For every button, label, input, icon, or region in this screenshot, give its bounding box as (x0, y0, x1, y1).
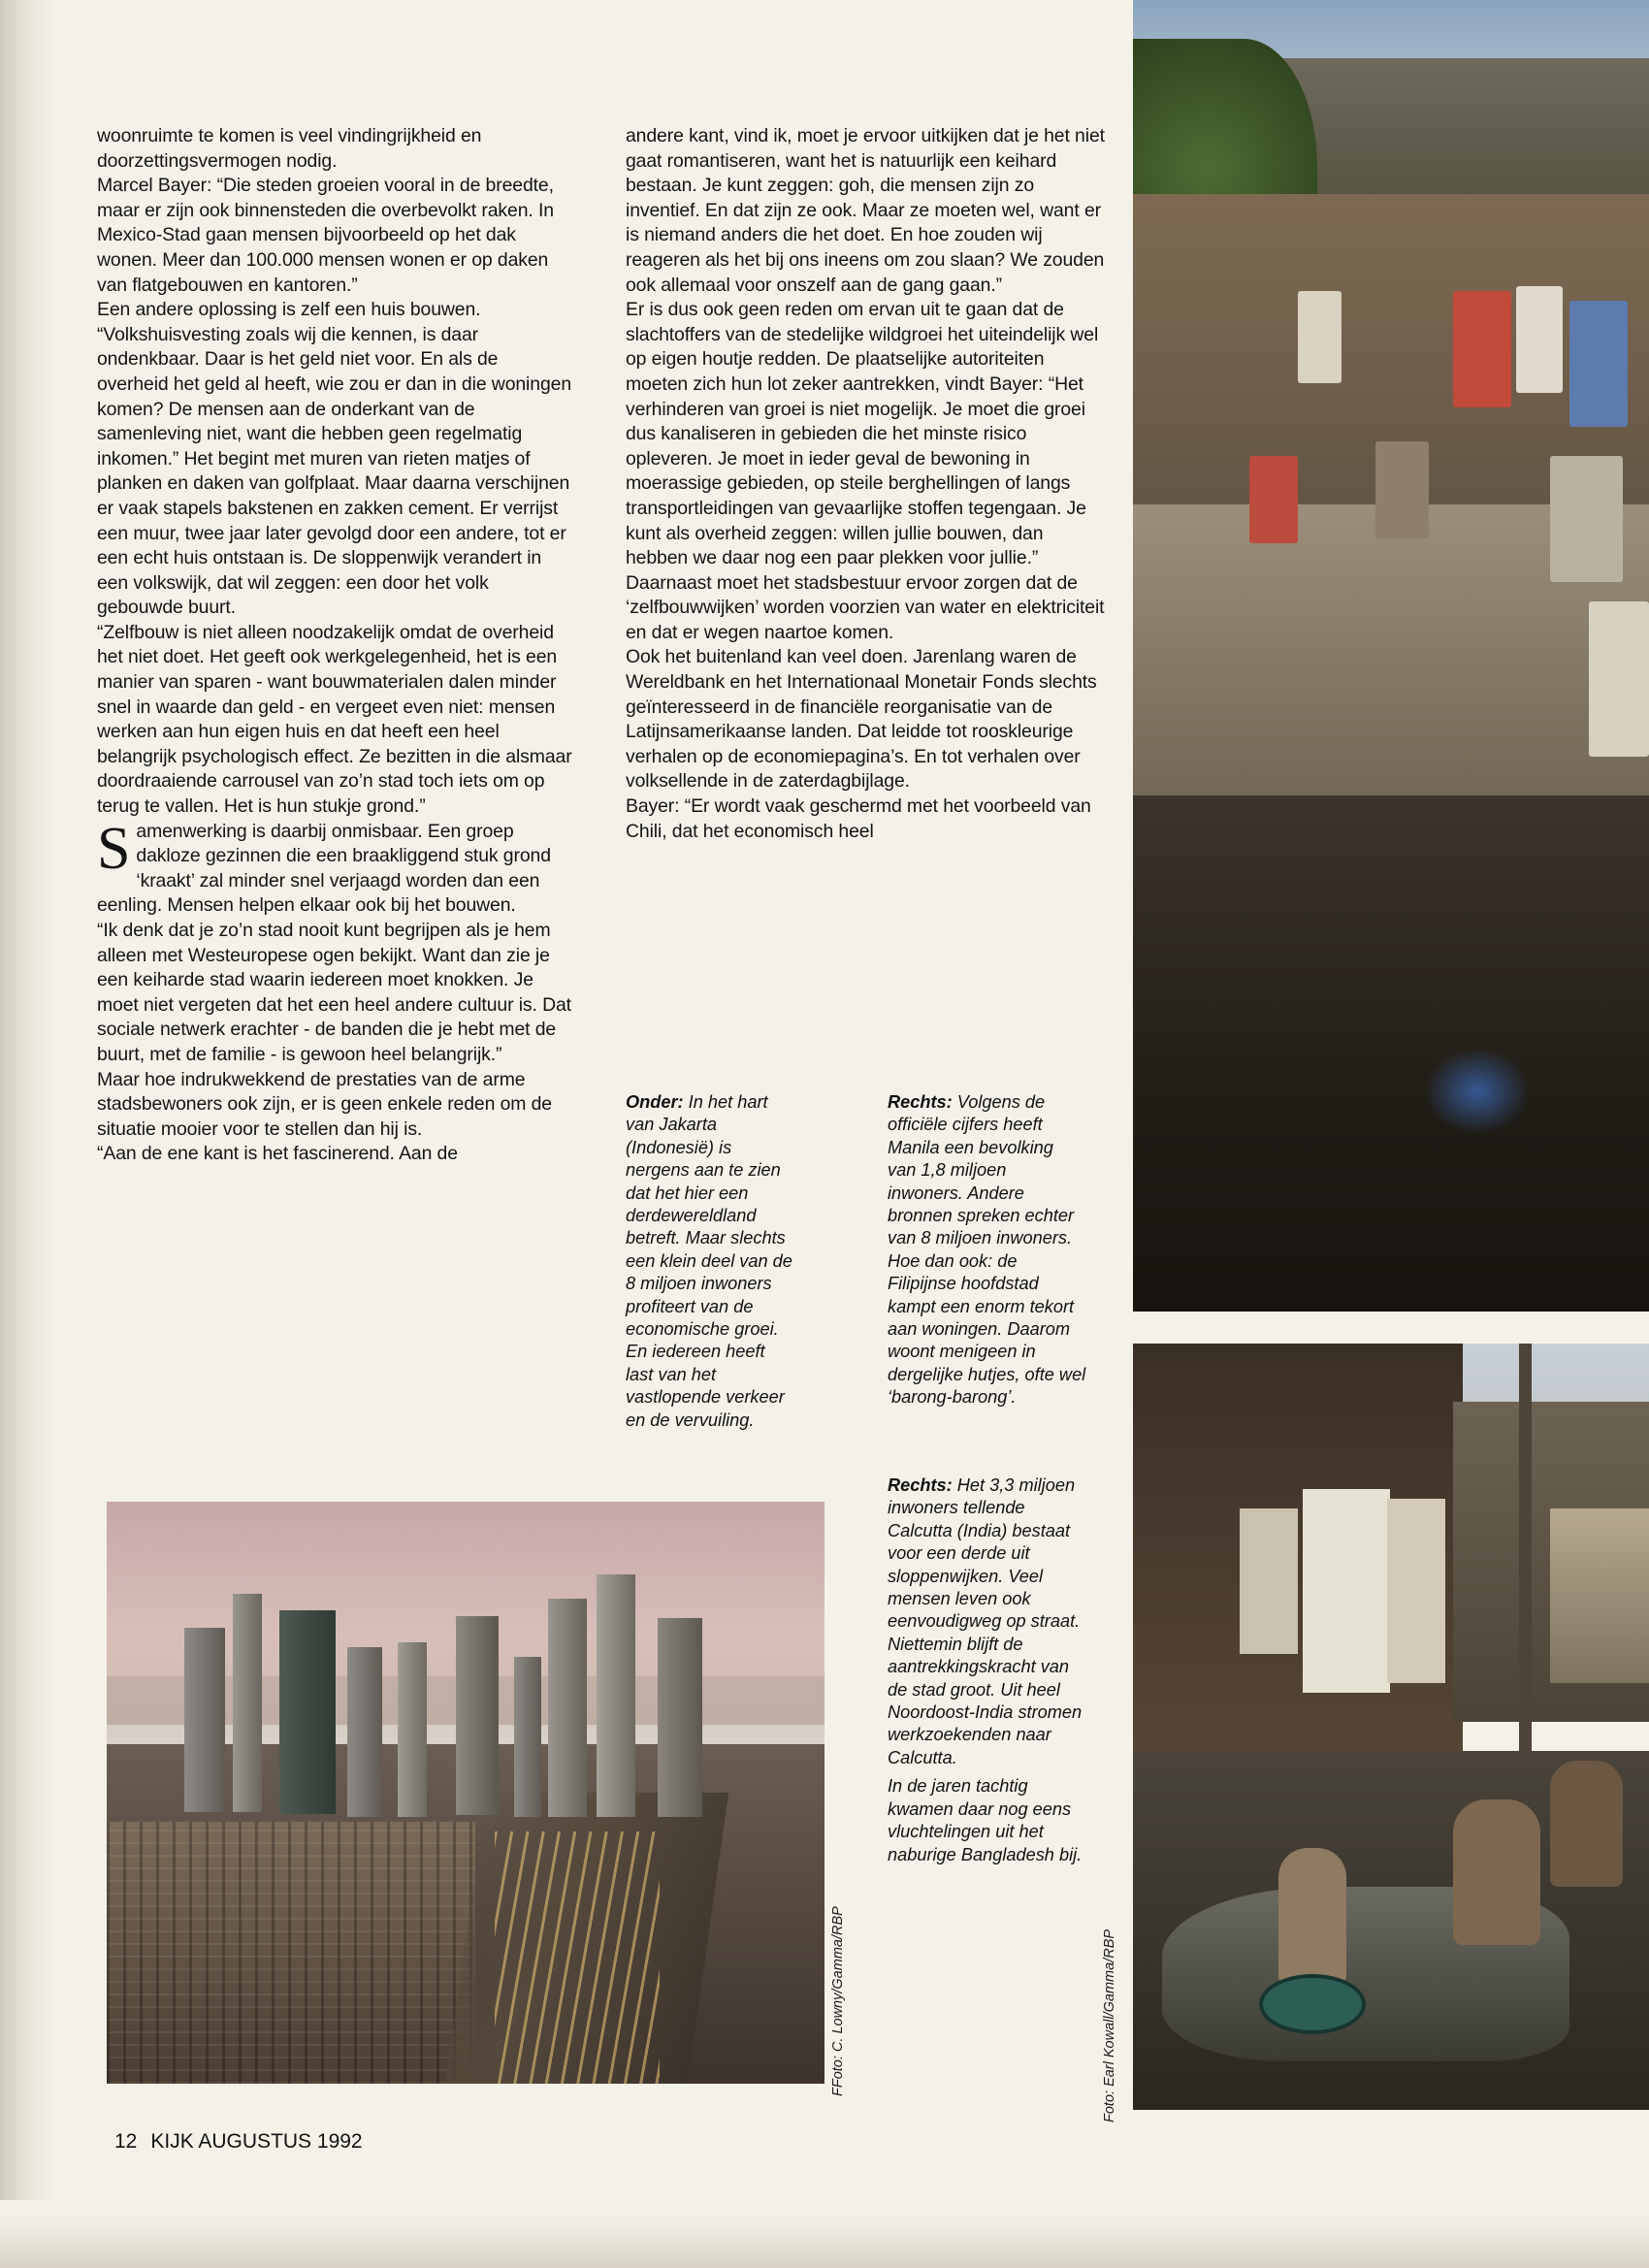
page-footer (114, 2130, 363, 2154)
photo-region-laundry (1516, 286, 1563, 393)
photo-region-tower (514, 1657, 541, 1817)
photo-region-person (1550, 1761, 1623, 1887)
caption-text-second: In de jaren tachtig kwamen daar nog eens vluchtelingen uit het naburige Bangladesh bij. (888, 1776, 1083, 1864)
photo-region-laundry (1303, 1489, 1390, 1693)
dropcap-paragraph-text: amenwerking is daarbij onmisbaar. Een groep dakloze gezinnen die een braakliggend stuk grond ‘kraakt’ zal minder snel verjaagd worden dan een eenling. Mensen helpen elkaar ook bij het bouwen. (97, 820, 551, 917)
drop-cap: S (97, 815, 131, 882)
photo-region-tower (347, 1647, 382, 1817)
photo-region-laundry (1569, 301, 1628, 427)
photo-region-background-street (1550, 1508, 1649, 1683)
paragraph: Marcel Bayer: “Die steden groeien vooral in de breedte, maar er zijn ook binnensteden die overbevolkt raken. In Mexico-Stad gaan mensen bijvoorbeeld op het dak wonen. Meer dan 100.000 mensen wonen er op daken van flatgebouwen en kantoren.” (97, 175, 554, 296)
caption-lead: Rechts: (888, 1092, 953, 1112)
caption-lead: Rechts: (888, 1475, 953, 1495)
photo-manila-slum (1133, 0, 1649, 1312)
photo-region-tower (398, 1642, 427, 1817)
photo-region-low-rise-roofs (107, 1822, 475, 2084)
photo-region-tower (184, 1628, 225, 1812)
paragraph: “Aan de ene kant is het fascinerend. Aan de (97, 1143, 458, 1165)
photo-region-basin (1259, 1974, 1366, 2034)
page-edge-bottom (0, 2200, 1649, 2268)
photo-region-person (1453, 1799, 1540, 1945)
photo-region-tower (456, 1616, 499, 1815)
page-number: 12 (114, 2130, 138, 2153)
photo-region-laundry (1249, 456, 1298, 543)
paragraph-with-dropcap (97, 815, 574, 919)
photo-region-tower (597, 1574, 635, 1817)
photo-region-person (1278, 1848, 1346, 1984)
text-column-middle (626, 124, 1106, 844)
caption-lead: Onder: (626, 1092, 684, 1112)
paragraph: “Zelfbouw is niet alleen noodzakelijk omdat de overheid het niet doet. Het geeft ook werkgelegenheid, het is een manier van sparen - want bouwmaterialen dalen minder snel in waarde dan geld - en vergeet even niet: mensen werken aan hun eigen huis en dat heeft een heel belangrijk psychologisch effect. Ze bezitten in die alsmaar doordraaiende carrousel van zo’n stad toch iets om op terug te vallen. Het is hun stukje grond.” (97, 621, 572, 818)
photo-region-shadow (1133, 795, 1649, 1312)
caption-text: In het hart van Jakarta (Indonesië) is nergens aan te zien dat het hier een derdewereldland betreft. Maar slechts een klein deel van de 8 miljoen inwoners profiteert van de economische groei. En iedereen heeft last van het vastlopende verkeer en de vervuiling. (626, 1092, 792, 1430)
photo-region-laundry (1550, 456, 1623, 582)
photo-calcutta-street (1133, 1344, 1649, 2110)
paragraph: woonruimte te komen is veel vindingrijkheid en doorzettingsvermogen nodig. (97, 125, 482, 172)
photo-region-laundry (1240, 1508, 1298, 1654)
photo-credit-calcutta: Foto: Earl Kowall/Gamma/RBP (1102, 1928, 1117, 2122)
photo-region-laundry (1298, 291, 1342, 383)
photo-region-tower (279, 1610, 336, 1814)
photo-region-tower (658, 1618, 702, 1817)
paragraph: Ook het buitenland kan veel doen. Jarenlang waren de Wereldbank en het Internationaal Monetair Fonds slechts geïnteresseerd in de financiële reorganisatie van de Latijnsamerikaanse landen. Dat leidde tot rooskleurige verhalen op de economiepagina’s. En tot verhalen over volksellende in de zaterdagbijlage. (626, 646, 1097, 793)
photo-region-laundry (1387, 1499, 1445, 1683)
magazine-issue: KIJK AUGUSTUS 1992 (150, 2130, 363, 2153)
paragraph: Een andere oplossing is zelf een huis bouwen. (97, 299, 481, 321)
photo-region-laundry (1453, 291, 1511, 407)
paragraph: Bayer: “Er wordt vaak geschermd met het voorbeeld van Chili, dat het economisch heel (626, 795, 1091, 842)
photo-region-laundry (1375, 441, 1429, 538)
paragraph: “Ik denk dat je zo’n stad nooit kunt begrijpen als je hem alleen met Westeuropese ogen bekijkt. Want dan zie je een keiharde stad waarin iedereen moet knokken. Je moet niet vergeten dat het een heel andere cultuur is. Dat sociale netwerk erachter - de banden die je hebt met de buurt, met de familie - is gewoon heel belangrijk.” (97, 920, 571, 1065)
photo-jakarta-skyline (107, 1502, 824, 2084)
paragraph: Er is dus ook geen reden om ervan uit te gaan dat de slachtoffers van de stedelijke wildgroei het uiteindelijk wel op eigen houtje redden. De plaatselijke autoriteiten moeten zich hun lot zeker aantrekken, vindt Bayer: “Het verhinderen van groei is niet mogelijk. Je moet die groei dus kanaliseren in gebieden die het minste risico opleveren. Je moet in ieder geval de bewoning in moerassige gebieden, op steile berghellingen of langs transportleidingen van gevaarlijke stoffen tegengaan. Je kunt als overheid zeggen: willen jullie bouwen, dan hebben we daar nog een paar plekken voor jullie.” (626, 299, 1099, 569)
paragraph: andere kant, vind ik, moet je ervoor uitkijken dat je het niet gaat romantiseren, want het is natuurlijk een keihard bestaan. Je kunt zeggen: goh, die mensen zijn zo inventief. En dat zijn ze ook. Maar ze moeten wel, want er is niemand anders die het doet. En hoe zouden wij reageren als het bij ons ineens om zou slaan? We zouden ook allemaal voor onszelf aan de gang gaan.” (626, 125, 1105, 296)
photo-region-traffic-lights (495, 1831, 660, 2084)
caption-text: Het 3,3 miljoen inwoners tellende Calcutta (India) bestaat voor een derde uit sloppenwijken. Veel mensen leven ook eenvoudigweg op straat. Niettemin blijft de aantrekkingskracht van de stad groot. Uit heel Noordoost-India stromen werkzoekenden naar Calcutta. (888, 1475, 1083, 1767)
caption-calcutta (888, 1474, 1091, 1866)
paragraph: “Volkshuisvesting zoals wij die kennen, is daar ondenkbaar. Daar is het geld niet voor. En als de overheid het geld al heeft, wie zou er dan in die woningen komen? De mensen aan de onderkant van de samenleving niet, want die hebben geen regelmatig inkomen.” Het begint met muren van rieten matjes of planken en daken van golfplaat. Maar daarna verschijnen er vaak stapels bakstenen en zakken cement. Er verrijst een muur, twee jaar later gevolgd door een andere, tot er een echt huis ontstaan is. De sloppenwijk verandert in een volkswijk, dat wil zeggen: een door het volk gebouwde buurt. (97, 323, 572, 619)
paragraph: Daarnaast moet het stadsbestuur ervoor zorgen dat de ‘zelfbouwwijken’ worden voorzien van water en elektriciteit en dat er wegen naartoe komen. (626, 571, 1105, 643)
photo-region-tower (548, 1599, 587, 1817)
photo-region-tower (233, 1594, 262, 1812)
caption-jakarta (626, 1091, 795, 1432)
caption-text: Volgens de officiële cijfers heeft Manila een bevolking van 1,8 miljoen inwoners. Andere bronnen spreken echter van 8 miljoen inwoners. Hoe dan ook: de Filipijnse hoofdstad kampt een enorm tekort aan woningen. Daarom woont menigeen in dergelijke hutjes, ofte wel ‘barong-barong’. (888, 1092, 1086, 1408)
photo-region-highlight (1424, 1048, 1531, 1135)
paragraph: Maar hoe indrukwekkend de prestaties van de arme stadsbewoners ook zijn, er is geen enkele reden om de situatie mooier voor te stellen dan hij is. (97, 1068, 552, 1140)
text-column-left (97, 124, 574, 1167)
photo-credit-jakarta: FFoto: C. Lowny/Gamma/RBP (830, 1906, 846, 2096)
photo-region-laundry (1589, 601, 1649, 757)
page-edge-left (0, 0, 56, 2268)
caption-manila (888, 1091, 1086, 1409)
